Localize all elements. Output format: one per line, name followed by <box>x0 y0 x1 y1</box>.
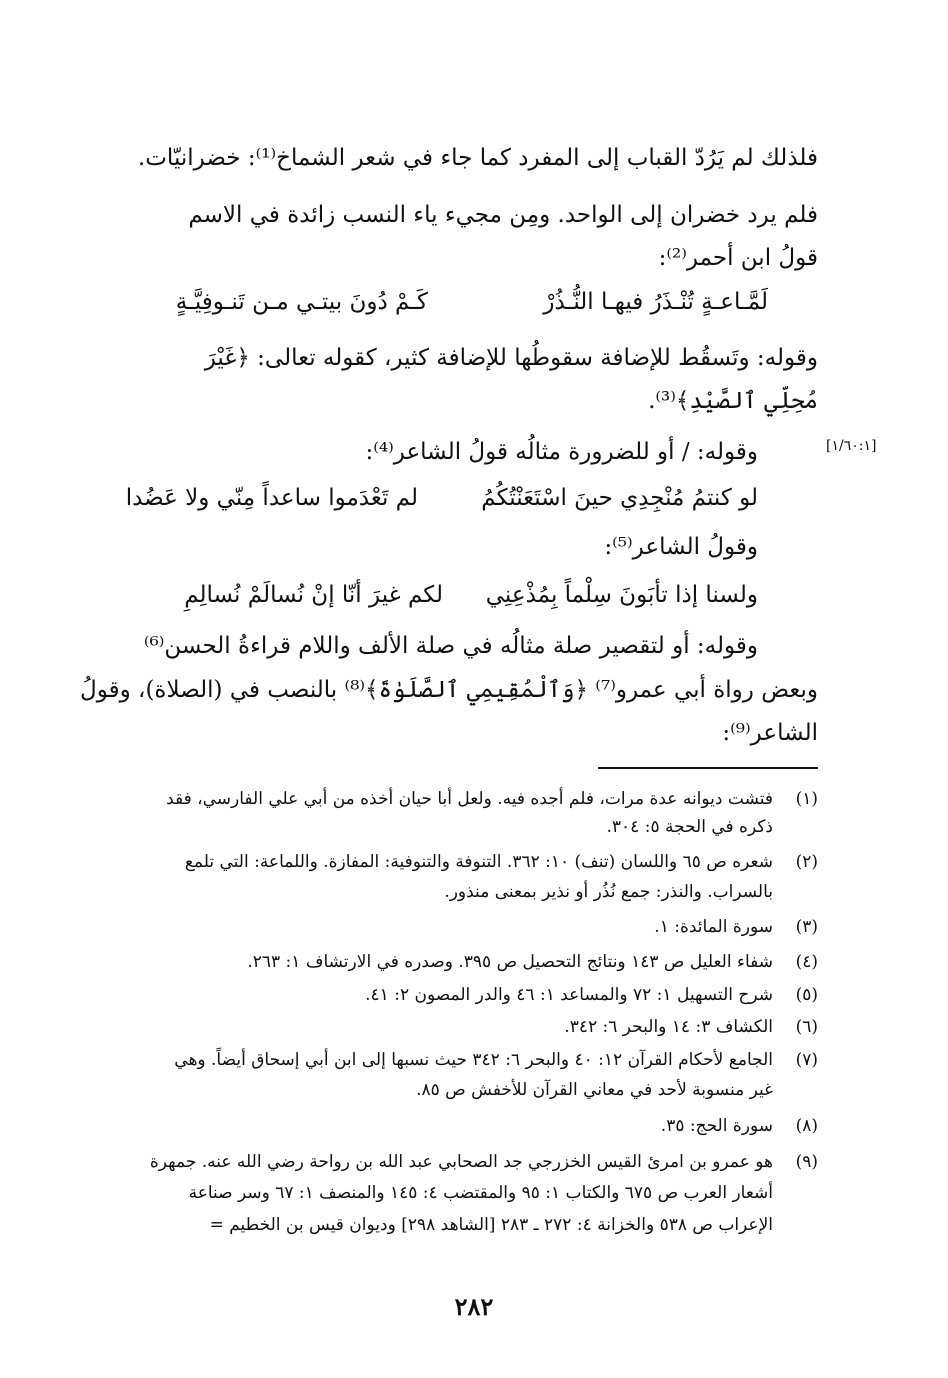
footnote-line: شفاء العليل ص ١٤٣ ونتائج التحصيل ص ٣٩٥. وصدره في الارتشاف ١: ٢٦٣. <box>247 952 773 972</box>
footnote-line: الجامع لأحكام القرآن ١٢: ٤٠ والبحر ٦: ٣٤٢ حيث نسبها إلى ابن أبي إسحاق أيضاً. وهي <box>174 1050 773 1070</box>
body-line-8: وقوله: أو لتقصير صلة مثالُه في صلة الألف واللام قراءةُ الحسن⁽⁶⁾ <box>143 633 758 659</box>
verse-1-second-hemistich: لَمَّـاعـةٍ تُنْـذَرُ فيهـا النُّـذُرْ <box>543 289 768 315</box>
footnote-number: (٦) <box>795 1017 818 1037</box>
body-line-6: وقوله: / أو للضرورة مثالُه قولُ الشاعر⁽⁴⁾: <box>365 439 758 465</box>
page-number: ٢٨٢ <box>454 1292 494 1321</box>
body-line-5: مُحِلِّي ٱلصَّيْدِ﴾⁽³⁾. <box>648 388 818 414</box>
footnote-line: الكشاف ٣: ١٤ والبحر ٦: ٣٤٢. <box>564 1017 773 1037</box>
body-line-3: قولُ ابن أحمر⁽²⁾: <box>658 245 818 271</box>
footnote-line: بالسراب. والنذر: جمع نُذُر أو نذير بمعنى منذور. <box>444 882 773 902</box>
verse-3-first-hemistich: ولسنا إذا تأبَونَ سِلْماً بِمُذْعِنِي <box>485 582 758 608</box>
footnote-number: (٢) <box>795 852 818 872</box>
verse-2-first-hemistich: لو كنتمُ مُنْجِدِي حينَ اسْتَعَنْتُكُمُ <box>481 485 758 511</box>
body-line-1: فلذلك لم يَرُدّ القباب إلى المفرد كما جاء في شعر الشماخ⁽¹⁾: خضرانيّات. <box>137 145 818 171</box>
footnote-line: شعره ص ٦٥ واللسان (تنف) ١٠: ٣٦٢. التنوفة والتنوفية: المفازة. واللماعة: التي تلمع <box>184 852 773 872</box>
body-line-4: وقوله: وتَسقُط للإضافة سقوطُها للإضافة كثير، كقوله تعالى: ﴿غَيْرَ <box>204 345 818 371</box>
marginal-reference: [١/٦٠:١] <box>826 438 877 454</box>
footnote-number: (٥) <box>795 985 818 1005</box>
body-line-9: وبعض رواة أبي عمرو⁽⁷⁾ ﴿وَٱلْمُقِيمِي ٱلصَّلَوٰةَ﴾⁽⁸⁾ بالنصب في (الصلاة)، وقولُ <box>80 677 818 703</box>
body-line-10: الشاعر⁽⁹⁾: <box>722 720 818 746</box>
footnote-line: سورة المائدة: ١. <box>654 917 773 937</box>
footnote-line: سورة الحج: ٣٥. <box>660 1116 773 1136</box>
body-line-2: فلم يرد خضران إلى الواحد. ومِن مجيء ياء النسب زائدة في الاسم <box>188 202 818 228</box>
footnote-number: (٣) <box>795 917 818 937</box>
footnote-line: ذكره في الحجة ٥: ٣٠٤. <box>606 817 773 837</box>
body-line-7: وقولُ الشاعر⁽⁵⁾: <box>604 534 758 560</box>
verse-1-first-hemistich: كَـمْ دُونَ بيتـي مـن تَنـوفِيَّـةٍ <box>175 289 428 315</box>
verse-3-second-hemistich: لكم غيرَ أنّا إنْ نُسالَمْ نُسالِمِ <box>184 582 443 608</box>
footnote-line: غير منسوبة لأحد في معاني القرآن للأخفش ص ٨٥. <box>416 1080 773 1100</box>
footnote-number: (١) <box>795 789 818 809</box>
footnote-line: الإعراب ص ٥٣٨ والخزانة ٤: ٢٧٢ ـ ٢٨٣ [الشاهد ٢٩٨] وديوان قيس بن الخطيم = <box>209 1215 773 1235</box>
footnote-line: أشعار العرب ص ٦٧٥ والكتاب ١: ٩٥ والمقتضب ٤: ١٤٥ والمنصف ١: ٦٧ وسر صناعة <box>188 1183 773 1203</box>
footnote-number: (٧) <box>795 1050 818 1070</box>
footnote-line: فتشت ديوانه عدة مرات، فلم أجده فيه. ولعل أبا حيان أخذه من أبي علي الفارسي، فقد <box>166 789 773 809</box>
footnote-line: شرح التسهيل ١: ٧٢ والمساعد ١: ٤٦ والدر المصون ٢: ٤١. <box>365 985 773 1005</box>
verse-2-second-hemistich: لم تَعْدَموا ساعداً مِنّي ولا عَضُدا <box>125 485 418 511</box>
footnote-separator <box>598 767 818 769</box>
footnote-number: (٩) <box>795 1152 818 1172</box>
footnote-number: (٤) <box>795 952 818 972</box>
footnote-line: هو عمرو بن امرئ القيس الخزرجي جد الصحابي عبد الله بن رواحة رضي الله عنه. جمهرة <box>149 1152 773 1172</box>
footnote-number: (٨) <box>795 1116 818 1136</box>
